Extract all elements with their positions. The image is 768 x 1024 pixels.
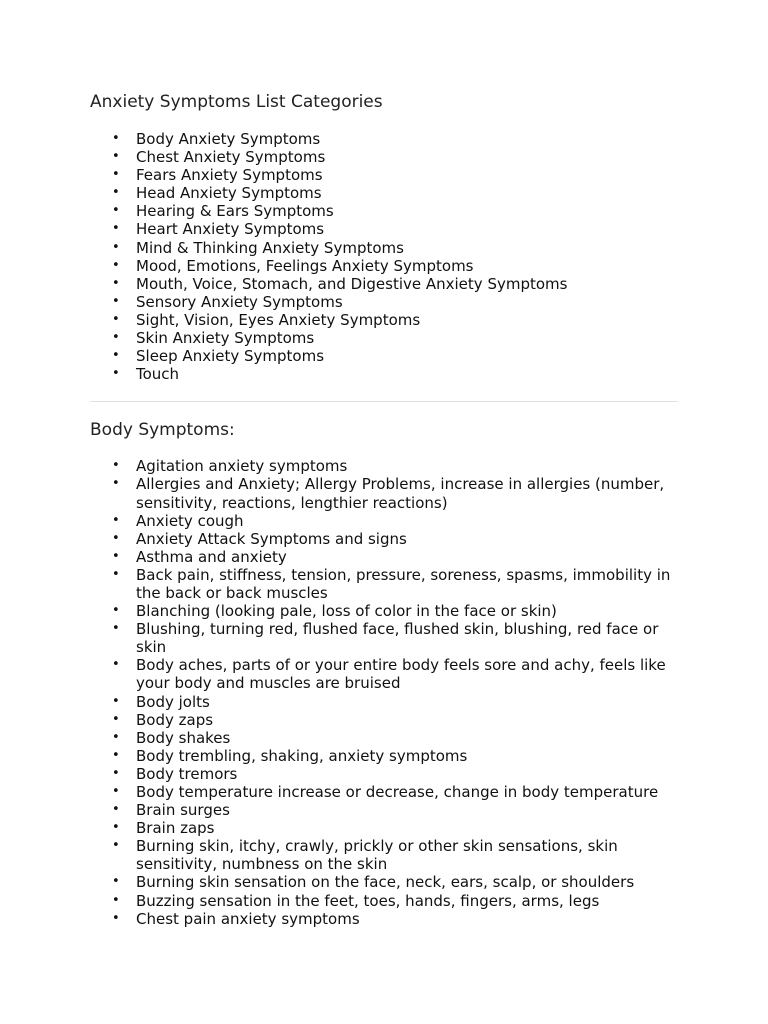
list-item: • Body trembling, shaking, anxiety symptoms bbox=[90, 747, 680, 765]
list-item: • Skin Anxiety Symptoms bbox=[90, 329, 680, 347]
list-item: • Brain surges bbox=[90, 801, 680, 819]
list-item: • Heart Anxiety Symptoms bbox=[90, 220, 680, 238]
list-item: • Mind & Thinking Anxiety Symptoms bbox=[90, 239, 680, 257]
list-item: • Body aches, parts of or your entire body feels sore and achy, feels like your body and muscles are bruised bbox=[90, 656, 680, 692]
list-item: • Sleep Anxiety Symptoms bbox=[90, 347, 680, 365]
list-item: • Body tremors bbox=[90, 765, 680, 783]
categories-list bbox=[90, 130, 680, 383]
list-item: • Allergies and Anxiety; Allergy Problems, increase in allergies (number, sensitivity, reactions, lengthier reactions) bbox=[90, 475, 680, 511]
section-divider bbox=[90, 401, 678, 402]
list-item: • Body zaps bbox=[90, 711, 680, 729]
list-item: • Chest Anxiety Symptoms bbox=[90, 148, 680, 166]
list-item: • Burning skin, itchy, crawly, prickly or other skin sensations, skin sensitivity, numbness on the skin bbox=[90, 837, 680, 873]
list-item: • Buzzing sensation in the feet, toes, hands, fingers, arms, legs bbox=[90, 892, 680, 910]
list-item: • Body temperature increase or decrease, change in body temperature bbox=[90, 783, 680, 801]
list-item: • Anxiety cough bbox=[90, 512, 680, 530]
list-item: • Anxiety Attack Symptoms and signs bbox=[90, 530, 680, 548]
list-item: • Brain zaps bbox=[90, 819, 680, 837]
list-item: • Hearing & Ears Symptoms bbox=[90, 202, 680, 220]
list-item: • Blushing, turning red, flushed face, flushed skin, blushing, red face or skin bbox=[90, 620, 680, 656]
list-item: • Mouth, Voice, Stomach, and Digestive Anxiety Symptoms bbox=[90, 275, 680, 293]
list-item: • Touch bbox=[90, 365, 680, 383]
list-item: • Back pain, stiffness, tension, pressure, soreness, spasms, immobility in the back or back muscles bbox=[90, 566, 680, 602]
categories-heading: Anxiety Symptoms List Categories bbox=[90, 92, 383, 112]
document-page bbox=[90, 91, 680, 928]
list-item: • Fears Anxiety Symptoms bbox=[90, 166, 680, 184]
list-item: • Burning skin sensation on the face, neck, ears, scalp, or shoulders bbox=[90, 873, 680, 891]
list-item: • Asthma and anxiety bbox=[90, 548, 680, 566]
list-item: • Head Anxiety Symptoms bbox=[90, 184, 680, 202]
list-item: • Chest pain anxiety symptoms bbox=[90, 910, 680, 928]
list-item: • Body jolts bbox=[90, 693, 680, 711]
list-item: • Sensory Anxiety Symptoms bbox=[90, 293, 680, 311]
list-item: • Sight, Vision, Eyes Anxiety Symptoms bbox=[90, 311, 680, 329]
body-symptoms-list bbox=[90, 457, 680, 927]
list-item: • Body Anxiety Symptoms bbox=[90, 130, 680, 148]
list-item: • Mood, Emotions, Feelings Anxiety Symptoms bbox=[90, 257, 680, 275]
body-symptoms-heading: Body Symptoms: bbox=[90, 420, 235, 441]
list-item: • Agitation anxiety symptoms bbox=[90, 457, 680, 475]
list-item: • Blanching (looking pale, loss of color in the face or skin) bbox=[90, 602, 680, 620]
list-item: • Body shakes bbox=[90, 729, 680, 747]
